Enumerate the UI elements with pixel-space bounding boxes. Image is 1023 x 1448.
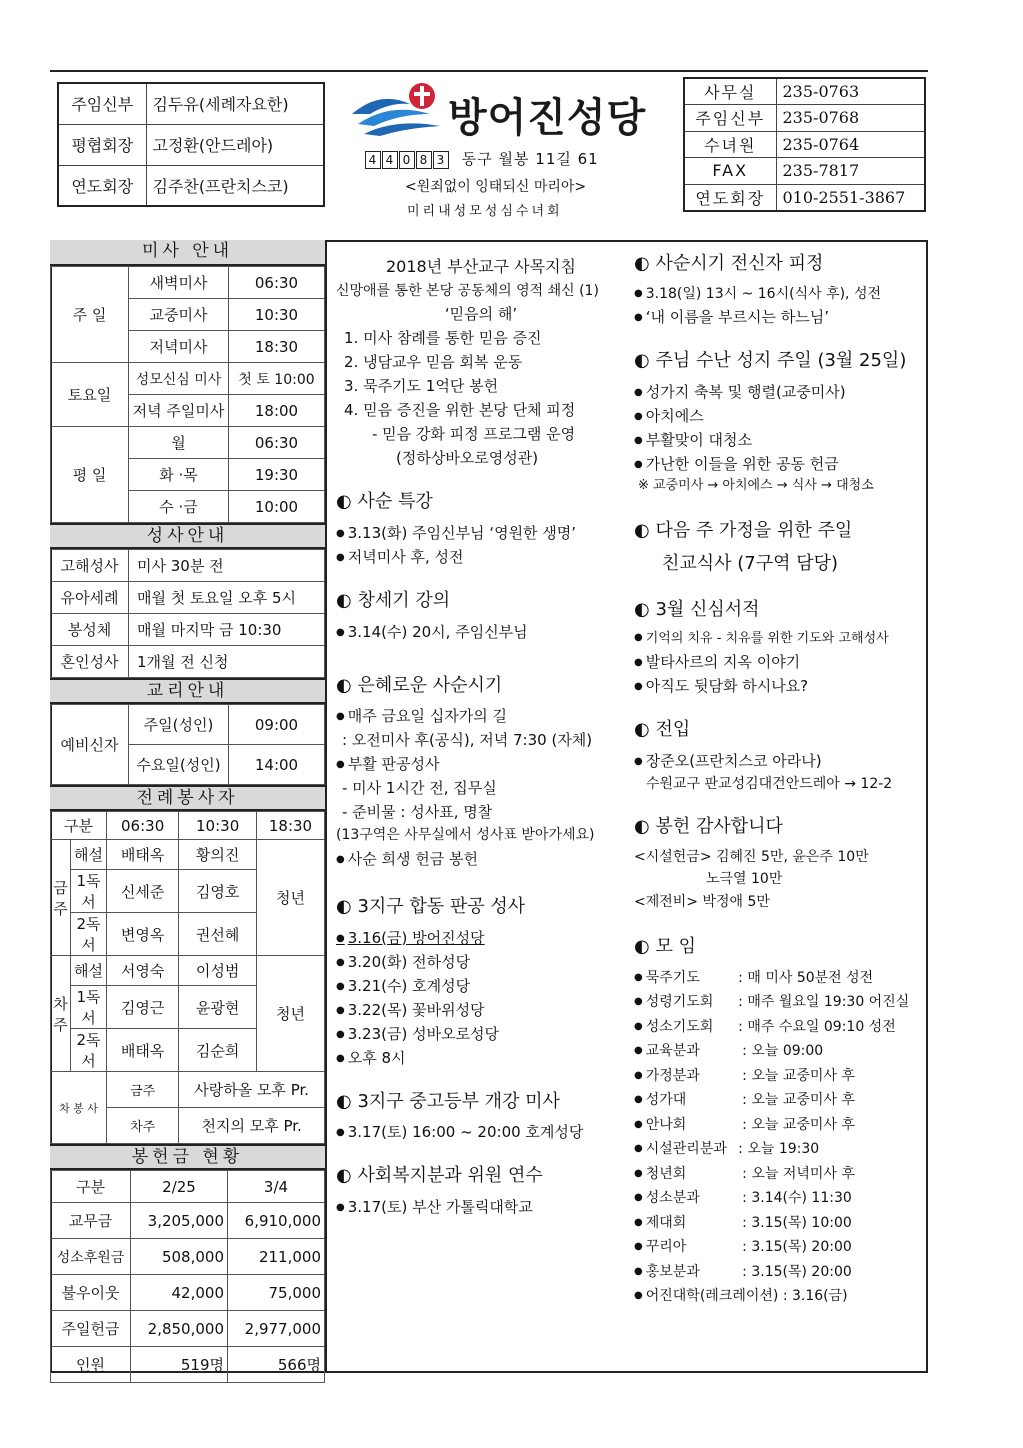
- mass-name: 저녁 주일미사: [129, 395, 229, 427]
- meet-group: 청년회: [645, 1165, 687, 1182]
- meet-group: 교육분과: [645, 1043, 700, 1060]
- offering-item: 불우이웃: [51, 1275, 131, 1311]
- doctrine-class: 수요일(성인): [129, 745, 229, 785]
- server-name: 권선혜: [179, 913, 257, 956]
- doctrine-table: [50, 704, 325, 785]
- half-circle-icon: ◐: [336, 490, 352, 512]
- sacrament-info: 미사 30분 전: [129, 550, 325, 582]
- list-item: 수원교구 판교성김대건안드레아 → 12-2: [646, 775, 893, 792]
- list-item: 노극열 10만: [706, 871, 783, 888]
- grace-heading: [336, 672, 626, 701]
- meet-detail: 오늘 19:30: [747, 1141, 820, 1158]
- offering-item: 주일헌금: [51, 1311, 131, 1347]
- list-item: ● 3.18(일) 13시 ~ 16시(식사 후), 성전: [634, 283, 924, 305]
- meet-separator: :: [733, 969, 748, 986]
- list-item: ● 아치에스: [634, 404, 924, 428]
- list-item: ● 오후 8시: [336, 1046, 626, 1070]
- cha-week: 차주: [107, 1108, 179, 1144]
- list-item: ● 3.22(목) 꽃바위성당: [336, 998, 626, 1022]
- offering-amount: 3,205,000: [131, 1203, 228, 1239]
- meet-title: 모 임: [655, 936, 696, 958]
- meet-group: 꾸리아: [645, 1239, 687, 1256]
- meet-separator: :: [737, 1165, 752, 1182]
- meet-item: [634, 1113, 924, 1138]
- transfer-heading: [634, 716, 924, 745]
- welfare-title: 사회복지분과 위원 연수: [357, 1165, 543, 1187]
- postal-digit: 0: [399, 151, 415, 169]
- offering-amount: 6,910,000: [228, 1203, 325, 1239]
- mass-name: 화 ·목: [129, 459, 229, 491]
- sacrament-info: 1개월 전 신청: [129, 646, 325, 678]
- servers-role: 1독서: [71, 870, 107, 913]
- offering-amount: 519명: [131, 1347, 228, 1383]
- offering-amount: 42,000: [131, 1275, 228, 1311]
- contact-number: 235-0763: [776, 78, 925, 105]
- list-item: ● 매주 금요일 십자가의 길: [336, 704, 626, 728]
- transfer-title: 전입: [655, 718, 691, 740]
- meet-group: 시설관리분과: [645, 1141, 727, 1158]
- meet-detail: 오늘 교중미사 후: [751, 1092, 855, 1109]
- offering-item: 인원: [51, 1347, 131, 1383]
- mass-day: 주 일: [51, 267, 129, 363]
- staff-role: 연도회장: [58, 165, 146, 206]
- half-circle-icon: ◐: [336, 1165, 352, 1187]
- server-name: 이성범: [179, 956, 257, 986]
- contact-label: FAX: [684, 158, 776, 185]
- palm-title: 주님 수난 성지 주일 (3월 25일): [655, 350, 907, 372]
- pastoral-subtitle: 신망애를 통한 본당 공동체의 영적 쇄신 (1): [336, 282, 599, 299]
- meet-heading: [634, 933, 924, 962]
- meet-detail: 3.16(금): [792, 1288, 848, 1305]
- district-title: 3지구 합동 판공 성사: [357, 895, 526, 917]
- list-item: - 준비물 : 성사표, 명찰: [342, 803, 493, 822]
- meet-group: 묵주기도: [645, 969, 700, 986]
- mass-time: 10:30: [229, 299, 325, 331]
- retreat-title: 사순시기 전신자 피정: [655, 253, 824, 274]
- offering-col: 3/4: [228, 1171, 325, 1203]
- sisters: 미리내성모성심수녀회: [407, 204, 563, 219]
- meet-group: 어진대학(레크레이션): [645, 1288, 779, 1305]
- meet-item: [634, 1186, 924, 1211]
- server-name: 변영옥: [107, 913, 179, 956]
- meet-item: [634, 1088, 924, 1113]
- thanks-title: 봉헌 감사합니다: [655, 816, 783, 838]
- palm-heading: [634, 347, 924, 376]
- cha-week: 금주: [107, 1072, 179, 1108]
- meet-detail: 오늘 09:00: [751, 1043, 824, 1060]
- list-item: : 오전미사 후(공식), 저녁 7:30 (자체): [342, 731, 593, 750]
- servers-role: 해설: [71, 956, 107, 986]
- lent-lecture-title: 사순 특강: [357, 490, 433, 512]
- mass-time: 06:30: [229, 267, 325, 299]
- list-item: ● 사순 희생 헌금 봉헌: [336, 847, 626, 871]
- list-item: ● 저녁미사 후, 성전: [336, 545, 626, 569]
- list-item: - 미사 1시간 전, 집무실: [342, 779, 497, 798]
- column-right: [634, 250, 924, 1309]
- meet-detail: 오늘 교중미사 후: [751, 1116, 855, 1133]
- offering-table: [50, 1170, 325, 1383]
- postal-digit: 4: [382, 151, 398, 169]
- meet-separator: :: [737, 1092, 752, 1109]
- list-item: ● 3.17(토) 부산 가톨릭대학교: [336, 1195, 626, 1219]
- genesis-heading: [336, 587, 626, 616]
- pastoral-item: 4. 믿음 증진을 위한 본당 단체 피정: [344, 400, 576, 419]
- list-item: ● 발타사르의 지옥 이야기: [634, 650, 924, 674]
- server-name: 신세준: [107, 870, 179, 913]
- half-circle-icon: ◐: [634, 936, 650, 958]
- meet-item: [634, 1064, 924, 1089]
- server-name: 배태옥: [107, 840, 179, 870]
- thanks-heading: [634, 813, 924, 842]
- welfare-heading: [336, 1162, 626, 1191]
- pastoral-item: - 믿음 강화 피정 프로그램 운영: [372, 424, 576, 443]
- server-name: 김영호: [179, 870, 257, 913]
- list-item: ● ‘내 이름을 부르시는 하느님’: [634, 305, 924, 329]
- church-logo-icon: [350, 80, 446, 140]
- meet-detail: 3.15(목) 20:00: [751, 1239, 852, 1256]
- server-name: 김영근: [107, 986, 179, 1029]
- server-name: 배태옥: [107, 1029, 179, 1072]
- meet-item: [634, 1137, 924, 1162]
- sidebar: [50, 240, 327, 1373]
- list-item: ● 부활 판공성사: [336, 752, 626, 776]
- address: [365, 148, 599, 169]
- half-circle-icon: ◐: [634, 253, 650, 274]
- mass-time: 첫 토 10:00: [229, 363, 325, 395]
- meet-separator: :: [737, 1043, 752, 1060]
- list-item: ● 아직도 뒷담화 하시나요?: [634, 674, 924, 698]
- doctrine-title: 교리안내: [50, 678, 325, 704]
- servers-group: 차주: [51, 956, 71, 1072]
- staff-name: 김주찬(프란치스코): [146, 165, 324, 206]
- mass-time: 10:00: [229, 491, 325, 523]
- servers-title: 전례봉사자: [50, 785, 325, 811]
- offering-amount: 211,000: [228, 1239, 325, 1275]
- list-item: ● 부활맞이 대청소: [634, 428, 924, 452]
- staff-table: [57, 82, 325, 207]
- sacrament-name: 혼인성사: [51, 646, 129, 678]
- offering-amount: 75,000: [228, 1275, 325, 1311]
- contact-number: 235-0764: [776, 131, 925, 158]
- meet-group: 안나회: [645, 1116, 687, 1133]
- meet-separator: :: [737, 1214, 752, 1231]
- mass-time: 19:30: [229, 459, 325, 491]
- sacrament-table: [50, 549, 325, 678]
- pastoral-item: 2. 냉담교우 믿음 회복 운동: [344, 352, 523, 371]
- top-rule: [50, 70, 928, 72]
- postal-digit: 4: [365, 151, 381, 169]
- sacrament-info: 매월 첫 토요일 오후 5시: [129, 582, 325, 614]
- list-item: ● 가난한 이들을 위한 공동 헌금: [634, 452, 924, 476]
- meet-detail: 3.15(목) 10:00: [751, 1214, 852, 1231]
- meet-item: [634, 1211, 924, 1236]
- sacrament-name: 유아세례: [51, 582, 129, 614]
- list-item: <시설헌금> 김혜진 5만, 윤은주 10만: [634, 848, 869, 865]
- offering-amount: 2,977,000: [228, 1311, 325, 1347]
- youth-title: 3지구 중고등부 개강 미사: [357, 1090, 560, 1112]
- server-name: 김순희: [179, 1029, 257, 1072]
- servers-col: 10:30: [179, 812, 257, 840]
- half-circle-icon: ◐: [634, 519, 650, 541]
- doctrine-time: 14:00: [229, 745, 325, 785]
- staff-role: 주임신부: [58, 83, 146, 124]
- meet-separator: :: [733, 1141, 748, 1158]
- meet-list: [634, 966, 924, 1309]
- offering-amount: 2,850,000: [131, 1311, 228, 1347]
- contact-label: 사무실: [684, 78, 776, 105]
- cha-group: 사랑하올 모후 Pr.: [179, 1072, 325, 1108]
- meet-detail: 매주 수요일 09:10 성전: [747, 1018, 896, 1035]
- offering-item: 교무금: [51, 1203, 131, 1239]
- doctrine-class: 주일(성인): [129, 705, 229, 745]
- list-item: ● 장준오(프란치스코 아라나): [634, 749, 924, 773]
- servers-table: [50, 811, 325, 1144]
- servers-youth: 청년: [257, 956, 325, 1072]
- contact-table: [683, 77, 926, 212]
- pastoral-year: ‘믿음의 해’: [444, 304, 518, 323]
- cha-label: 차 봉 사: [51, 1072, 107, 1144]
- genesis-title: 창세기 강의: [357, 589, 451, 611]
- contact-label: 수녀원: [684, 131, 776, 158]
- district-heading: [336, 893, 626, 922]
- mass-name: 성모신심 미사: [129, 363, 229, 395]
- meet-separator: :: [737, 1263, 752, 1280]
- meet-group: 제대회: [645, 1214, 687, 1231]
- meet-item: [634, 1162, 924, 1187]
- column-middle: [336, 254, 626, 1219]
- list-item: (13구역은 사무실에서 성사표 받아가세요): [336, 827, 595, 844]
- doctrine-time: 09:00: [229, 705, 325, 745]
- pastoral-item: (정하상바오로영성관): [396, 448, 539, 467]
- mass-day: 평 일: [51, 427, 129, 523]
- offering-col: 2/25: [131, 1171, 228, 1203]
- offering-amount: 566명: [228, 1347, 325, 1383]
- meet-group: 성소기도회: [645, 1018, 714, 1035]
- contact-number: 010-2551-3867: [776, 184, 925, 211]
- meet-detail: 3.14(수) 11:30: [751, 1190, 852, 1207]
- meet-separator: :: [733, 994, 748, 1011]
- meet-detail: 오늘 저녁미사 후: [751, 1165, 855, 1182]
- sacrament-name: 고해성사: [51, 550, 129, 582]
- mass-name: 교중미사: [129, 299, 229, 331]
- pastoral-title: 2018년 부산교구 사목지침: [386, 257, 576, 276]
- server-name: 서영숙: [107, 956, 179, 986]
- list-item: ● 3.16(금) 방어진성당: [336, 926, 626, 950]
- servers-role: 2독서: [71, 1029, 107, 1072]
- list-item: ● 기억의 치유 - 치유를 위한 기도와 고해성사: [634, 629, 924, 650]
- staff-name: 김두유(세례자요한): [146, 83, 324, 124]
- retreat-heading: [634, 250, 924, 279]
- contact-number: 235-0768: [776, 105, 925, 132]
- meet-item: [634, 990, 924, 1015]
- pastoral-item: 3. 묵주기도 1억단 봉헌: [344, 376, 499, 395]
- family-title: 다음 주 가정을 위한 주일: [655, 519, 853, 541]
- meet-separator: :: [733, 1018, 748, 1035]
- half-circle-icon: ◐: [336, 589, 352, 611]
- list-item: <제전비> 박정애 5만: [634, 893, 770, 910]
- palm-note: ※ 교중미사 → 아치에스 → 식사 → 대청소: [638, 477, 874, 493]
- sacrament-info: 매월 마지막 금 10:30: [129, 614, 325, 646]
- mass-name: 저녁미사: [129, 331, 229, 363]
- server-name: 윤광현: [179, 986, 257, 1029]
- meet-group: 성가대: [645, 1092, 687, 1109]
- list-item: ● 3.20(화) 전하성당: [336, 950, 626, 974]
- list-item: ● 3.13(화) 주임신부님 ‘영원한 생명’: [336, 521, 626, 545]
- list-item: ● 3.17(토) 16:00 ~ 20:00 호계성당: [336, 1120, 626, 1144]
- youth-heading: [336, 1088, 626, 1117]
- servers-col: 18:30: [257, 812, 325, 840]
- books-title: 3월 신심서적: [655, 599, 760, 621]
- meet-item: [634, 966, 924, 991]
- sacrament-title: 성사안내: [50, 523, 325, 549]
- mass-name: 월: [129, 427, 229, 459]
- staff-name: 고정환(안드레아): [146, 124, 324, 165]
- street-address: 동구 월봉 11길 61: [461, 150, 599, 168]
- staff-role: 평협회장: [58, 124, 146, 165]
- offering-item: 성소후원금: [51, 1239, 131, 1275]
- list-item: ● 3.23(금) 성바오로성당: [336, 1022, 626, 1046]
- contact-label: 연도회장: [684, 184, 776, 211]
- half-circle-icon: ◐: [634, 816, 650, 838]
- meet-separator: :: [737, 1116, 752, 1133]
- mass-time: 18:00: [229, 395, 325, 427]
- meet-detail: 3.15(목) 20:00: [751, 1263, 852, 1280]
- meet-group: 성령기도회: [645, 994, 714, 1011]
- list-item: ● 성가지 축복 및 행렬(교중미사): [634, 380, 924, 404]
- meet-separator: :: [778, 1288, 792, 1305]
- server-name: 황의진: [179, 840, 257, 870]
- offering-title: 봉헌금 현황: [50, 1144, 325, 1170]
- contact-number: 235-7817: [776, 158, 925, 185]
- offering-amount: 508,000: [131, 1239, 228, 1275]
- list-item: ● 3.14(수) 20시, 주임신부님: [336, 620, 626, 644]
- mass-title: 미사 안내: [50, 240, 325, 266]
- servers-role: 1독서: [71, 986, 107, 1029]
- doctrine-label: 예비신자: [51, 705, 129, 785]
- half-circle-icon: ◐: [336, 674, 352, 696]
- meet-separator: :: [737, 1067, 752, 1084]
- church-name: 방어진성당: [448, 95, 647, 141]
- mass-name: 수 ·금: [129, 491, 229, 523]
- half-circle-icon: ◐: [336, 895, 352, 917]
- patron: <원죄없이 잉태되신 마리아>: [405, 179, 587, 195]
- half-circle-icon: ◐: [634, 599, 650, 621]
- list-item: ● 3.21(수) 호계성당: [336, 974, 626, 998]
- half-circle-icon: ◐: [634, 350, 650, 372]
- servers-group: 금주: [51, 840, 71, 956]
- books-heading: [634, 596, 924, 625]
- servers-youth: 청년: [257, 840, 325, 956]
- family-subtitle: 친교식사 (7구역 담당): [662, 552, 839, 574]
- meet-detail: 오늘 교중미사 후: [751, 1067, 855, 1084]
- lent-lecture-heading: [336, 488, 626, 517]
- contact-label: 주임신부: [684, 105, 776, 132]
- meet-separator: :: [737, 1190, 752, 1207]
- offering-col: 구분: [51, 1171, 131, 1203]
- mass-name: 새벽미사: [129, 267, 229, 299]
- meet-group: 성소분과: [645, 1190, 700, 1207]
- meet-detail: 매주 월요일 19:30 어진실: [747, 994, 910, 1011]
- meet-item: [634, 1284, 924, 1309]
- postal-digit: 8: [416, 151, 432, 169]
- meet-separator: :: [737, 1239, 752, 1256]
- meet-item: [634, 1039, 924, 1064]
- mass-time: 18:30: [229, 331, 325, 363]
- half-circle-icon: ◐: [336, 1090, 352, 1112]
- cha-group: 천지의 모후 Pr.: [179, 1108, 325, 1144]
- mass-table: [50, 266, 325, 523]
- meet-item: [634, 1015, 924, 1040]
- meet-detail: 매 미사 50분전 성전: [747, 969, 874, 986]
- mass-time: 06:30: [229, 427, 325, 459]
- meet-item: [634, 1235, 924, 1260]
- meet-item: [634, 1260, 924, 1285]
- grace-title: 은혜로운 사순시기: [357, 674, 503, 696]
- servers-col: 구분: [51, 812, 107, 840]
- meet-group: 홍보분과: [645, 1263, 700, 1280]
- servers-role: 2독서: [71, 913, 107, 956]
- family-heading: [634, 517, 924, 546]
- postal-digit: 3: [433, 151, 449, 169]
- half-circle-icon: ◐: [634, 718, 650, 740]
- servers-role: 해설: [71, 840, 107, 870]
- pastoral-item: 1. 미사 참례를 통한 믿음 증진: [344, 328, 542, 347]
- servers-col: 06:30: [107, 812, 179, 840]
- mass-day: 토요일: [51, 363, 129, 427]
- meet-group: 가정분과: [645, 1067, 700, 1084]
- sacrament-name: 봉성체: [51, 614, 129, 646]
